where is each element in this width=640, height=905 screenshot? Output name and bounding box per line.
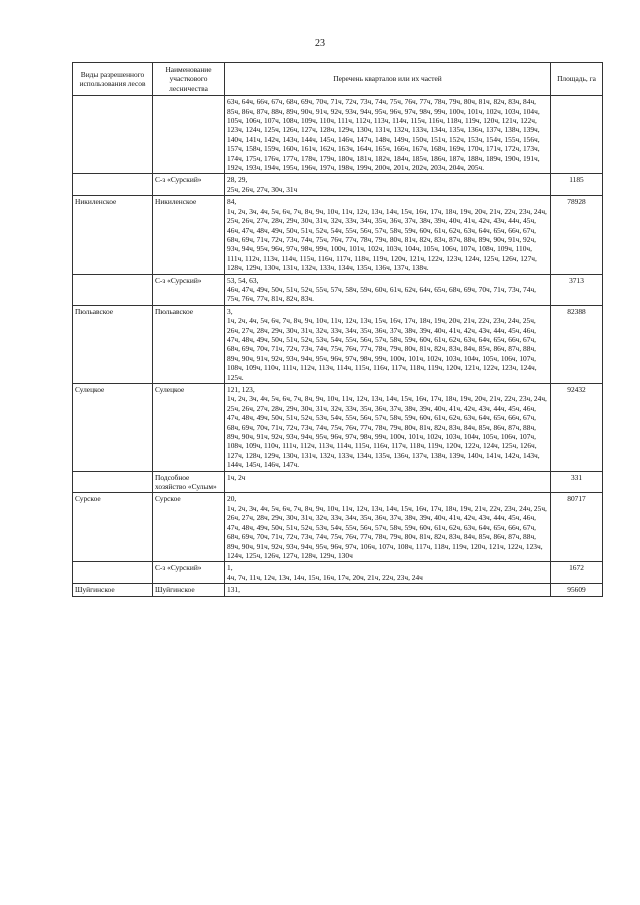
cell-use-type [73,96,153,174]
table-row [73,174,603,196]
cell-forestry: С-з «Сурский» [153,274,225,305]
cell-use-type [73,562,153,584]
cell-area: 1672 [551,562,603,584]
cell-quarters: 28, 29, 25ч, 26ч, 27ч, 30ч, 31ч [225,174,551,196]
forest-use-table [72,62,603,597]
cell-forestry: С-з «Сурский» [153,562,225,584]
cell-area [551,96,603,174]
cell-quarters: 53, 54, 63, 46ч, 47ч, 49ч, 50ч, 51ч, 52ч, 55ч, 57ч, 58ч, 59ч, 60ч, 61ч, 62ч, 64ч, 65ч, 68ч, 69ч, 70ч, 71ч, 73ч, 74ч, 75ч, 76ч, 77ч, 81ч, 82ч, 83ч. [225,274,551,305]
cell-quarters: 121, 123, 1ч, 2ч, 3ч, 4ч, 5ч, 6ч, 7ч, 8ч, 9ч, 10ч, 11ч, 12ч, 13ч, 14ч, 15ч, 16ч, 17ч, 18ч, 19ч, 20ч, 21ч, 22ч, 23ч, 24ч, 25ч, 26ч, 27ч, 28ч, 29ч, 30ч, 31ч, 32ч, 33ч, 35ч, 36ч, 37ч, 38ч, 39ч, 40ч, 41ч, 42ч, 43ч, 44ч, 45ч, 46ч, 47ч, 48ч, 49ч, 50ч, 51ч, 52ч, 53ч, 54ч, 55ч, 56ч, 57ч, 58ч, 59ч, 60ч, 61ч, 62ч, 63ч, 64ч, 65ч, 66ч, 67ч, 68ч, 69ч, 70ч, 71ч, 72ч, 73ч, 74ч, 75ч, 76ч, 77ч, 78ч, 79ч, 80ч, 81ч, 82ч, 83ч, 84ч, 85ч, 86ч, 87ч, 88ч, 89ч, 90ч, 91ч, 92ч, 93ч, 94ч, 95ч, 96ч, 97ч, 98ч, 99ч, 100ч, 101ч, 102ч, 103ч, 104ч, 105ч, 106ч, 107ч, 108ч, 109ч, 110ч, 111ч, 112ч, 113ч, 114ч, 115ч, 116ч, 117ч, 118ч, 119ч, 120ч, 122ч, 124ч, 125ч, 126ч, 127ч, 128ч, 129ч, 130ч, 131ч, 132ч, 133ч, 134ч, 135ч, 136ч, 137ч, 138ч, 139ч, 140ч, 141ч, 142ч, 143ч, 144ч, 145ч, 146ч, 147ч. [225,384,551,472]
cell-forestry: Пюльавское [153,305,225,383]
cell-use-type [73,274,153,305]
cell-area: 78928 [551,196,603,274]
header-quarters: Перечень кварталов или их частей [225,63,551,96]
page-number: 23 [315,38,325,49]
cell-forestry: Сурское [153,493,225,562]
cell-quarters: 63ч, 64ч, 66ч, 67ч, 68ч, 69ч, 70ч, 71ч, 72ч, 73ч, 74ч, 75ч, 76ч, 77ч, 78ч, 79ч, 80ч, 81ч, 82ч, 83ч, 84ч, 85ч, 86ч, 87ч, 88ч, 89ч, 90ч, 91ч, 92ч, 93ч, 94ч, 95ч, 96ч, 97ч, 98ч, 99ч, 100ч, 101ч, 102ч, 103ч, 104ч, 105ч, 106ч, 107ч, 108ч, 109ч, 110ч, 111ч, 112ч, 113ч, 114ч, 115ч, 116ч, 118ч, 119ч, 120ч, 121ч, 122ч, 123ч, 124ч, 125ч, 126ч, 127ч, 128ч, 129ч, 130ч, 131ч, 132ч, 133ч, 134ч, 135ч, 136ч, 137ч, 138ч, 139ч, 140ч, 141ч, 142ч, 143ч, 144ч, 145ч, 146ч, 147ч, 148ч, 149ч, 150ч, 151ч, 152ч, 153ч, 154ч, 155ч, 156ч, 157ч, 158ч, 159ч, 160ч, 161ч, 162ч, 163ч, 164ч, 165ч, 166ч, 167ч, 168ч, 169ч, 170ч, 171ч, 172ч, 173ч, 174ч, 175ч, 176ч, 177ч, 178ч, 179ч, 180ч, 181ч, 182ч, 184ч, 185ч, 186ч, 187ч, 188ч, 189ч, 190ч, 191ч, 192ч, 193ч, 194ч, 195ч, 196ч, 197ч, 198ч, 199ч, 200ч, 201ч, 202ч, 203ч, 204ч, 205ч. [225,96,551,174]
cell-forestry [153,96,225,174]
cell-quarters: 3, 1ч, 2ч, 4ч, 5ч, 6ч, 7ч, 8ч, 9ч, 10ч, 11ч, 12ч, 13ч, 15ч, 16ч, 17ч, 18ч, 19ч, 20ч, 21ч, 22ч, 23ч, 24ч, 25ч, 26ч, 27ч, 28ч, 29ч, 30ч, 31ч, 32ч, 33ч, 34ч, 35ч, 36ч, 37ч, 38ч, 39ч, 40ч, 41ч, 42ч, 43ч, 44ч, 45ч, 46ч, 47ч, 48ч, 49ч, 50ч, 51ч, 52ч, 53ч, 54ч, 55ч, 56ч, 57ч, 58ч, 59ч, 60ч, 61ч, 62ч, 63ч, 64ч, 65ч, 66ч, 67ч, 68ч, 69ч, 70ч, 71ч, 72ч, 73ч, 74ч, 75ч, 76ч, 77ч, 78ч, 79ч, 80ч, 81ч, 82ч, 83ч, 84ч, 85ч, 86ч, 87ч, 88ч, 89ч, 90ч, 91ч, 92ч, 93ч, 94ч, 95ч, 96ч, 97ч, 98ч, 99ч, 100ч, 101ч, 102ч, 103ч, 104ч, 105ч, 106ч, 107ч, 108ч, 109ч, 110ч, 111ч, 112ч, 113ч, 114ч, 115ч, 116ч, 117ч, 118ч, 119ч, 120ч, 121ч, 122ч, 123ч, 124ч, 125ч. [225,305,551,383]
header-area: Площадь, га [551,63,603,96]
cell-use-type [73,174,153,196]
cell-use-type: Сурское [73,493,153,562]
cell-area: 3713 [551,274,603,305]
cell-forestry: Никиленское [153,196,225,274]
cell-forestry: Шуйгинское [153,584,225,596]
table-row [73,96,603,174]
cell-area: 1185 [551,174,603,196]
cell-area: 92432 [551,384,603,472]
table-row [73,471,603,493]
table-row [73,493,603,562]
header-forestry: Наименование участкового лесничества [153,63,225,96]
cell-use-type: Шуйгинское [73,584,153,596]
cell-area: 82388 [551,305,603,383]
table-row [73,196,603,274]
table-header-row [73,63,603,96]
cell-area: 331 [551,471,603,493]
cell-use-type: Никиленское [73,196,153,274]
cell-area: 80717 [551,493,603,562]
table-row [73,562,603,584]
cell-forestry: Сулецкое [153,384,225,472]
cell-use-type: Пюльавское [73,305,153,383]
cell-forestry: Подсобное хозяйство «Сулым» [153,471,225,493]
cell-use-type: Сулецкое [73,384,153,472]
cell-use-type [73,471,153,493]
table-row [73,274,603,305]
cell-forestry: С-з «Сурский» [153,174,225,196]
header-use-type: Виды разрешенного использования лесов [73,63,153,96]
cell-area: 95609 [551,584,603,596]
cell-quarters: 131, [225,584,551,596]
table-row [73,384,603,472]
cell-quarters: 1ч, 2ч [225,471,551,493]
table-row [73,584,603,596]
cell-quarters: 20, 1ч, 2ч, 3ч, 4ч, 5ч, 6ч, 7ч, 8ч, 9ч, 10ч, 11ч, 12ч, 13ч, 14ч, 15ч, 16ч, 17ч, 18ч, 19ч, 21ч, 22ч, 23ч, 24ч, 25ч, 26ч, 27ч, 28ч, 29ч, 30ч, 31ч, 32ч, 33ч, 34ч, 35ч, 36ч, 37ч, 38ч, 39ч, 40ч, 41ч, 42ч, 43ч, 44ч, 45ч, 46ч, 47ч, 48ч, 49ч, 50ч, 51ч, 52ч, 53ч, 54ч, 55ч, 56ч, 57ч, 58ч, 59ч, 60ч, 61ч, 62ч, 63ч, 64ч, 65ч, 66ч, 67ч, 68ч, 69ч, 70ч, 71ч, 72ч, 73ч, 74ч, 75ч, 76ч, 77ч, 78ч, 79ч, 80ч, 81ч, 82ч, 83ч, 84ч, 85ч, 86ч, 87ч, 88ч, 89ч, 90ч, 91ч, 92ч, 93ч, 94ч, 95ч, 96ч, 97ч, 106ч, 107ч, 108ч, 117ч, 118ч, 119ч, 120ч, 121ч, 122ч, 123ч, 124ч, 125ч, 126ч, 127ч, 128ч, 129ч, 130ч [225,493,551,562]
table-row [73,305,603,383]
table-body [73,96,603,596]
cell-quarters: 1, 4ч, 7ч, 11ч, 12ч, 13ч, 14ч, 15ч, 16ч, 17ч, 20ч, 21ч, 22ч, 23ч, 24ч [225,562,551,584]
cell-quarters: 84, 1ч, 2ч, 3ч, 4ч, 5ч, 6ч, 7ч, 8ч, 9ч, 10ч, 11ч, 12ч, 13ч, 14ч, 15ч, 16ч, 17ч, 18ч, 19ч, 20ч, 21ч, 22ч, 23ч, 24ч, 25ч, 26ч, 27ч, 28ч, 29ч, 30ч, 31ч, 32ч, 33ч, 34ч, 35ч, 36ч, 37ч, 38ч, 39ч, 40ч, 41ч, 42ч, 43ч, 44ч, 45ч, 46ч, 47ч, 48ч, 49ч, 50ч, 51ч, 52ч, 54ч, 55ч, 56ч, 57ч, 58ч, 59ч, 60ч, 61ч, 62ч, 63ч, 64ч, 65ч, 66ч, 67ч, 68ч, 69ч, 71ч, 72ч, 73ч, 74ч, 75ч, 76ч, 77ч, 78ч, 79ч, 80ч, 81ч, 82ч, 83ч, 87ч, 88ч, 89ч, 90ч, 91ч, 92ч, 93ч, 94ч, 95ч, 96ч, 97ч, 98ч, 99ч, 100ч, 101ч, 102ч, 103ч, 104ч, 105ч, 106ч, 107ч, 108ч, 109ч, 110ч, 111ч, 112ч, 113ч, 114ч, 115ч, 116ч, 117ч, 118ч, 119ч, 120ч, 121ч, 122ч, 123ч, 124ч, 125ч, 126ч, 127ч, 128ч, 129ч, 130ч, 131ч, 132ч, 133ч, 134ч, 135ч, 136ч, 137ч, 138ч. [225,196,551,274]
